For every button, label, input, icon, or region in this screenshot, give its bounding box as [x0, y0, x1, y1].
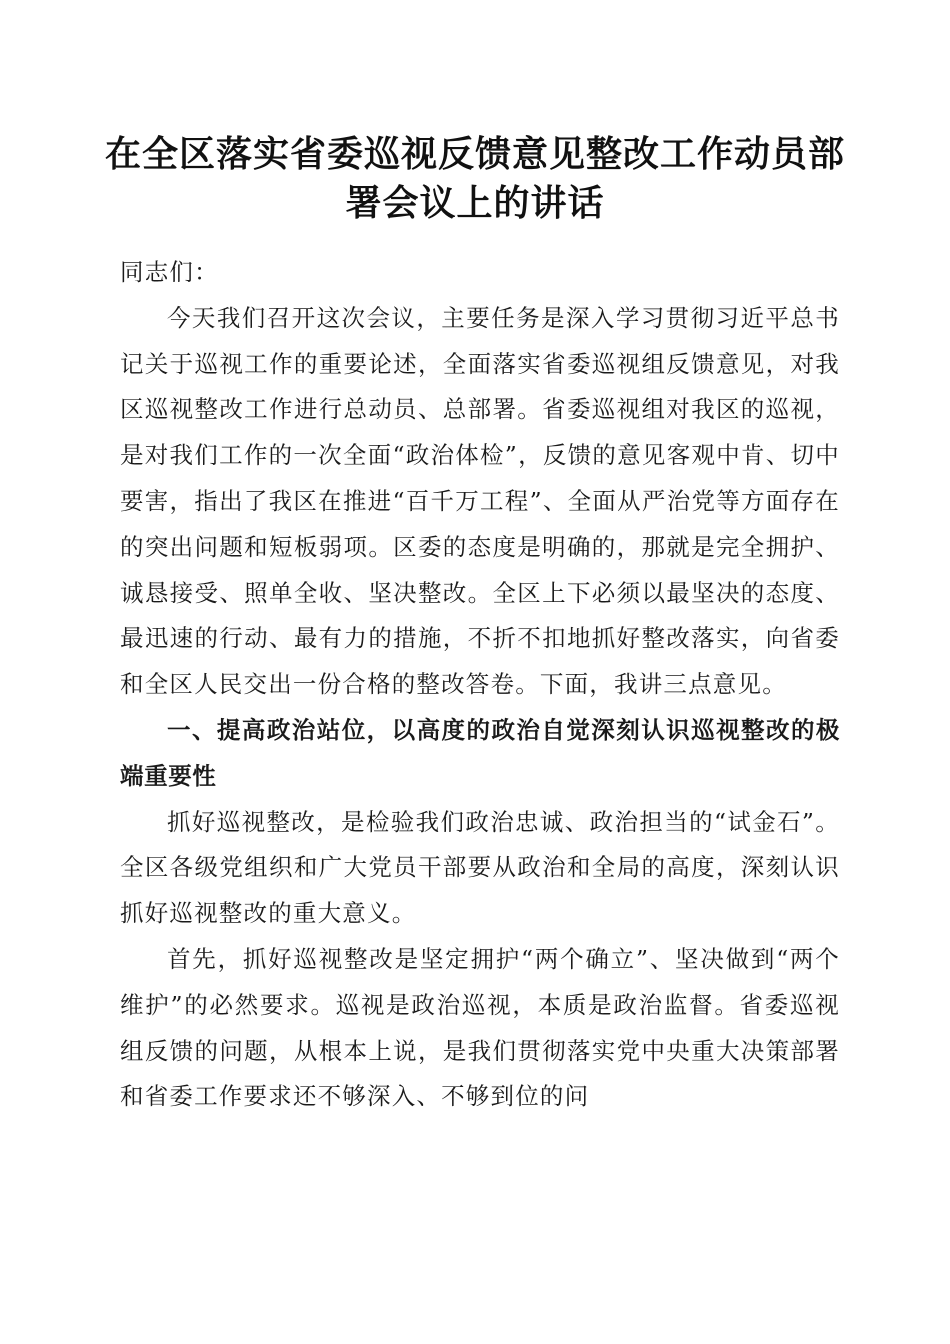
section-heading-1: 一、提高政治站位，以高度的政治自觉深刻认识巡视整改的极端重要性: [120, 715, 840, 790]
document-body: [120, 250, 840, 1120]
paragraph-section-1-first: 首先，抓好巡视整改是坚定拥护“两个确立”、坚决做到“两个维护”的必然要求。巡视是政治巡视，本质是政治监督。省委巡视组反馈的问题，从根本上说，是我们贯彻落实党中央重大决策部署和省委工作要求还不够深入、不够到位的问: [120, 944, 840, 1111]
title-line-2: 署会议上的讲话: [345, 182, 605, 224]
document-title: [100, 130, 850, 228]
salutation: 同志们：: [120, 258, 219, 286]
paragraph-section-1-lead: 抓好巡视整改，是检验我们政治忠诚、政治担当的“试金石”。全区各级党组织和广大党员干部要从政治和全局的高度，深刻认识抓好巡视整改的重大意义。: [120, 807, 840, 928]
paragraph-intro: 今天我们召开这次会议，主要任务是深入学习贯彻习近平总书记关于巡视工作的重要论述，全面落实省委巡视组反馈意见，对我区巡视整改工作进行总动员、总部署。省委巡视组对我区的巡视，是对我们工作的一次全面“政治体检”，反馈的意见客观中肯、切中要害，指出了我区在推进“百千万工程”、全面从严治党等方面存在的突出问题和短板弱项。区委的态度是明确的，那就是完全拥护、诚恳接受、照单全收、坚决整改。全区上下必须以最坚决的态度、最迅速的行动、最有力的措施，不折不扣地抓好整改落实，向省委和全区人民交出一份合格的整改答卷。下面，我讲三点意见。: [120, 303, 840, 699]
title-line-1: 在全区落实省委巡视反馈意见整改工作动员部: [104, 133, 845, 175]
